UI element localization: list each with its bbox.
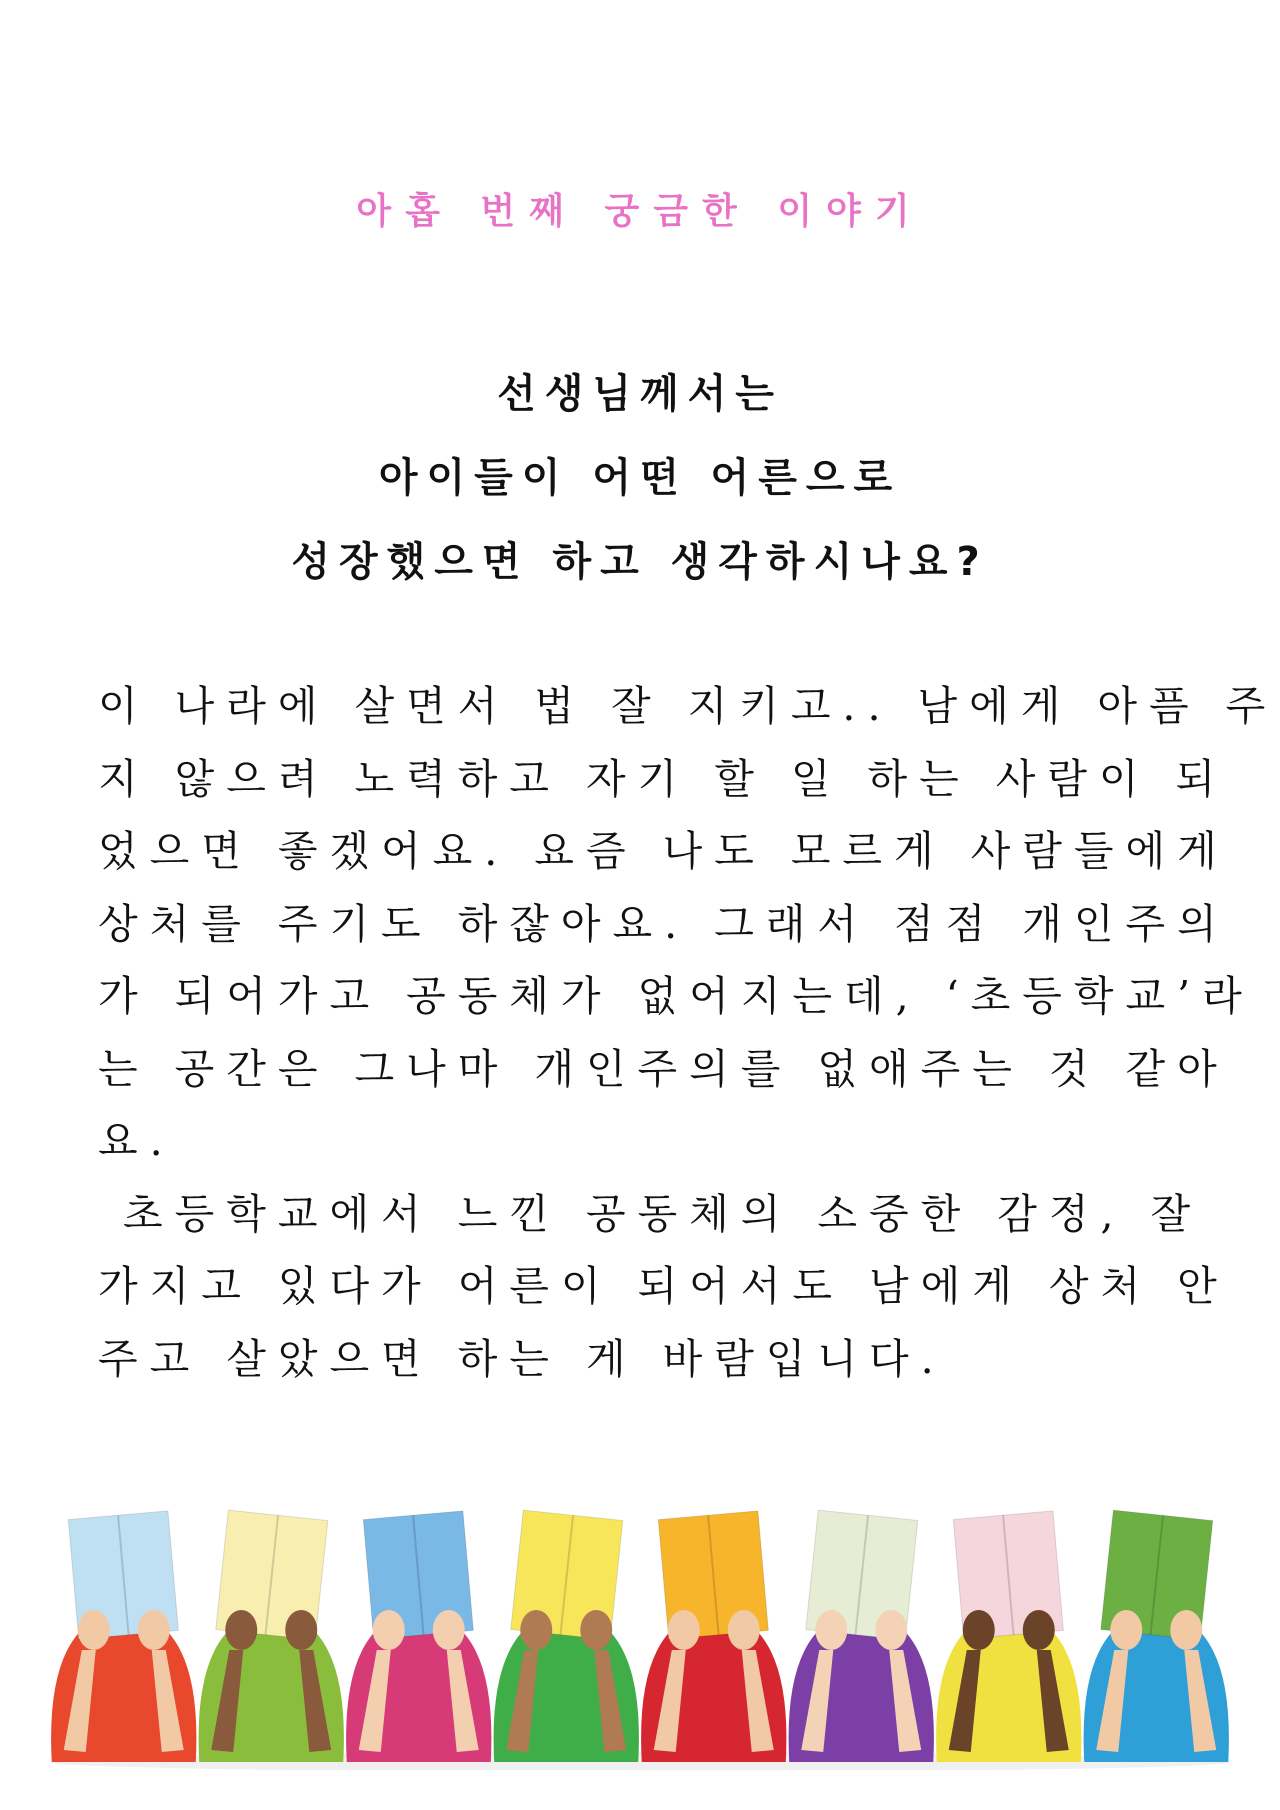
- child-hand: [815, 1610, 847, 1650]
- child-hand: [1023, 1610, 1055, 1650]
- child-hand: [433, 1610, 465, 1650]
- question-line: 성장했으면 하고 생각하시나요?: [291, 539, 989, 585]
- child-hand: [875, 1610, 907, 1650]
- child-hand: [1170, 1610, 1202, 1650]
- section-title: 아홉 번째 궁금한 이야기: [356, 191, 924, 232]
- answer-line: 상처를 주기도 하잖아요. 그래서 점점 개인주의: [98, 899, 1229, 948]
- question-block: [0, 352, 1280, 604]
- child-hand: [728, 1610, 760, 1650]
- question-line: 아이들이 어떤 어른으로: [378, 455, 902, 501]
- answer-paragraph: [98, 670, 1278, 1395]
- child-hand: [580, 1610, 612, 1650]
- child-hand: [1110, 1610, 1142, 1650]
- child-hand: [78, 1610, 110, 1650]
- answer-line: 는 공간은 그나마 개인주의를 없애주는 것 같아: [98, 1044, 1229, 1093]
- answer-line: 이 나라에 살면서 법 잘 지키고.. 남에게 아픔 주: [98, 682, 1278, 730]
- answer-line: 요.: [98, 1117, 175, 1165]
- answer-line: 었으면 좋겠어요. 요즘 나도 모르게 사람들에게: [98, 827, 1229, 875]
- child-hand: [668, 1610, 700, 1650]
- answer-line: 초등학교에서 느낀 공동체의 소중한 감정, 잘: [98, 1189, 1203, 1238]
- child-hand: [373, 1610, 405, 1650]
- answer-line: 지 않으려 노력하고 자기 할 일 하는 사람이 되: [98, 754, 1228, 803]
- answer-line: 가지고 있다가 어른이 되어서도 남에게 상처 안: [98, 1262, 1229, 1310]
- child-hand: [963, 1610, 995, 1650]
- children-reading-books-icon: [50, 1500, 1230, 1770]
- question-line: 선생님께서는: [497, 371, 783, 417]
- answer-line: 가 되어가고 공동체가 없어지는데, ‘초등학교’라: [98, 972, 1254, 1020]
- child-hand: [138, 1610, 170, 1650]
- child-hand: [225, 1610, 257, 1650]
- child-hand: [285, 1610, 317, 1650]
- answer-line: 주고 살았으면 하는 게 바람입니다.: [98, 1334, 946, 1383]
- child-hand: [520, 1610, 552, 1650]
